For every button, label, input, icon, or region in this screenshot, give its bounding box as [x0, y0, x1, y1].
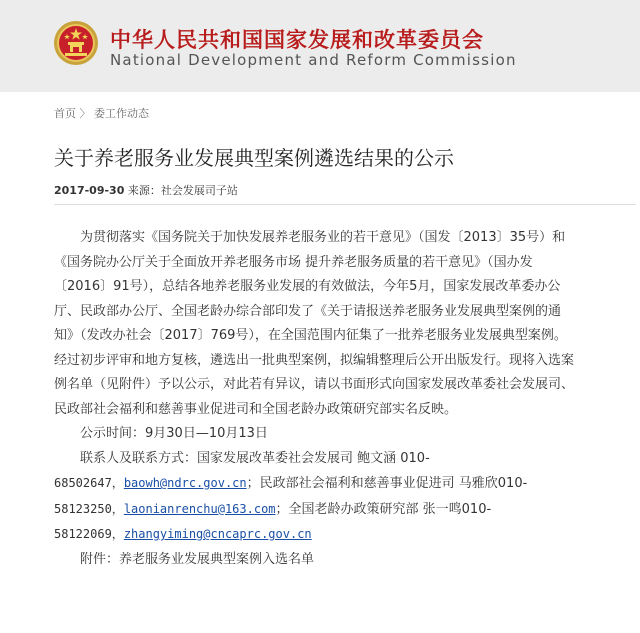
site-title-en: National Development and Reform Commission	[110, 51, 517, 69]
article-title: 关于养老服务业发展典型案例遴选结果的公示	[54, 146, 454, 170]
contact-email-link[interactable]: zhangyiming@cncaprc.gov.cn	[123, 527, 312, 541]
notice-period: 公示时间：9月30日—10月13日	[80, 426, 268, 441]
article-meta	[54, 182, 238, 198]
contact-email-link[interactable]: baowh@ndrc.gov.cn	[123, 476, 247, 490]
body-line: 为贯彻落实《国务院关于加快发展养老服务业的若干意见》（国发〔2013〕35号）和	[80, 230, 566, 245]
body-line: 《国务院办公厅关于全面放开养老服务市场 提升养老服务质量的若干意见》（国办发	[54, 254, 533, 270]
attachment-line: 附件：养老服务业发展典型案例入选名单	[80, 551, 315, 567]
article-source: 来源：社会发展司子站	[127, 184, 238, 197]
contact-line-3	[54, 522, 634, 548]
body-line: 知》（发改办社会〔2017〕769号），在全国范围内征集了一批养老服务业发展典型案例。	[54, 328, 567, 343]
contact-phone: 68502647，	[54, 476, 124, 490]
breadcrumb-separator: 〉	[76, 107, 91, 120]
site-title-cn: 中华人民共和国国家发展和改革委员会	[110, 28, 484, 52]
body-line: 经过初步评审和地方复核，遴选出一批典型案例，拟编辑整理后公开出版发行。现将入选案	[54, 352, 575, 368]
contact-intro: 联系人及联系方式：国家发展改革委社会发展司 鲍文涵 010-	[80, 450, 430, 466]
breadcrumb	[54, 105, 149, 121]
contact-email-link[interactable]: laonianrenchu@163.com	[123, 501, 276, 516]
breadcrumb-home-link[interactable]: 首页	[54, 107, 76, 120]
contact-line-1	[54, 471, 634, 497]
body-line: 例名单（见附件）予以公示，对此若有异议，请以书面形式向国家发展改革委社会发展司、	[54, 377, 575, 392]
national-emblem-icon[interactable]	[53, 20, 99, 66]
contact-phone: 58122069，	[54, 527, 124, 541]
article-body	[54, 226, 634, 572]
article-date: 2017-09-30	[54, 184, 125, 197]
contact-text: ；全国老龄办政策研究部 张一鸣010-	[275, 501, 492, 517]
contact-phone: 58123250，	[54, 501, 124, 516]
body-line: 厅、民政部办公厅、全国老龄办综合部印发了《关于请报送养老服务业发展典型案例的通	[54, 303, 562, 319]
body-line: 〔2016〕91号），总结各地养老服务业发展的有效做法，今年5月，国家发展改革委办公	[54, 279, 561, 294]
divider	[54, 204, 636, 205]
contact-text: ；民政部社会福利和慈善事业促进司 马雅欣010-	[246, 476, 528, 491]
breadcrumb-section-link[interactable]: 委工作动态	[94, 107, 149, 120]
contact-line-2	[54, 497, 634, 523]
body-line: 民政部社会福利和慈善事业促进司和全国老龄办政策研究部实名反映。	[54, 401, 458, 417]
site-header	[0, 0, 640, 92]
